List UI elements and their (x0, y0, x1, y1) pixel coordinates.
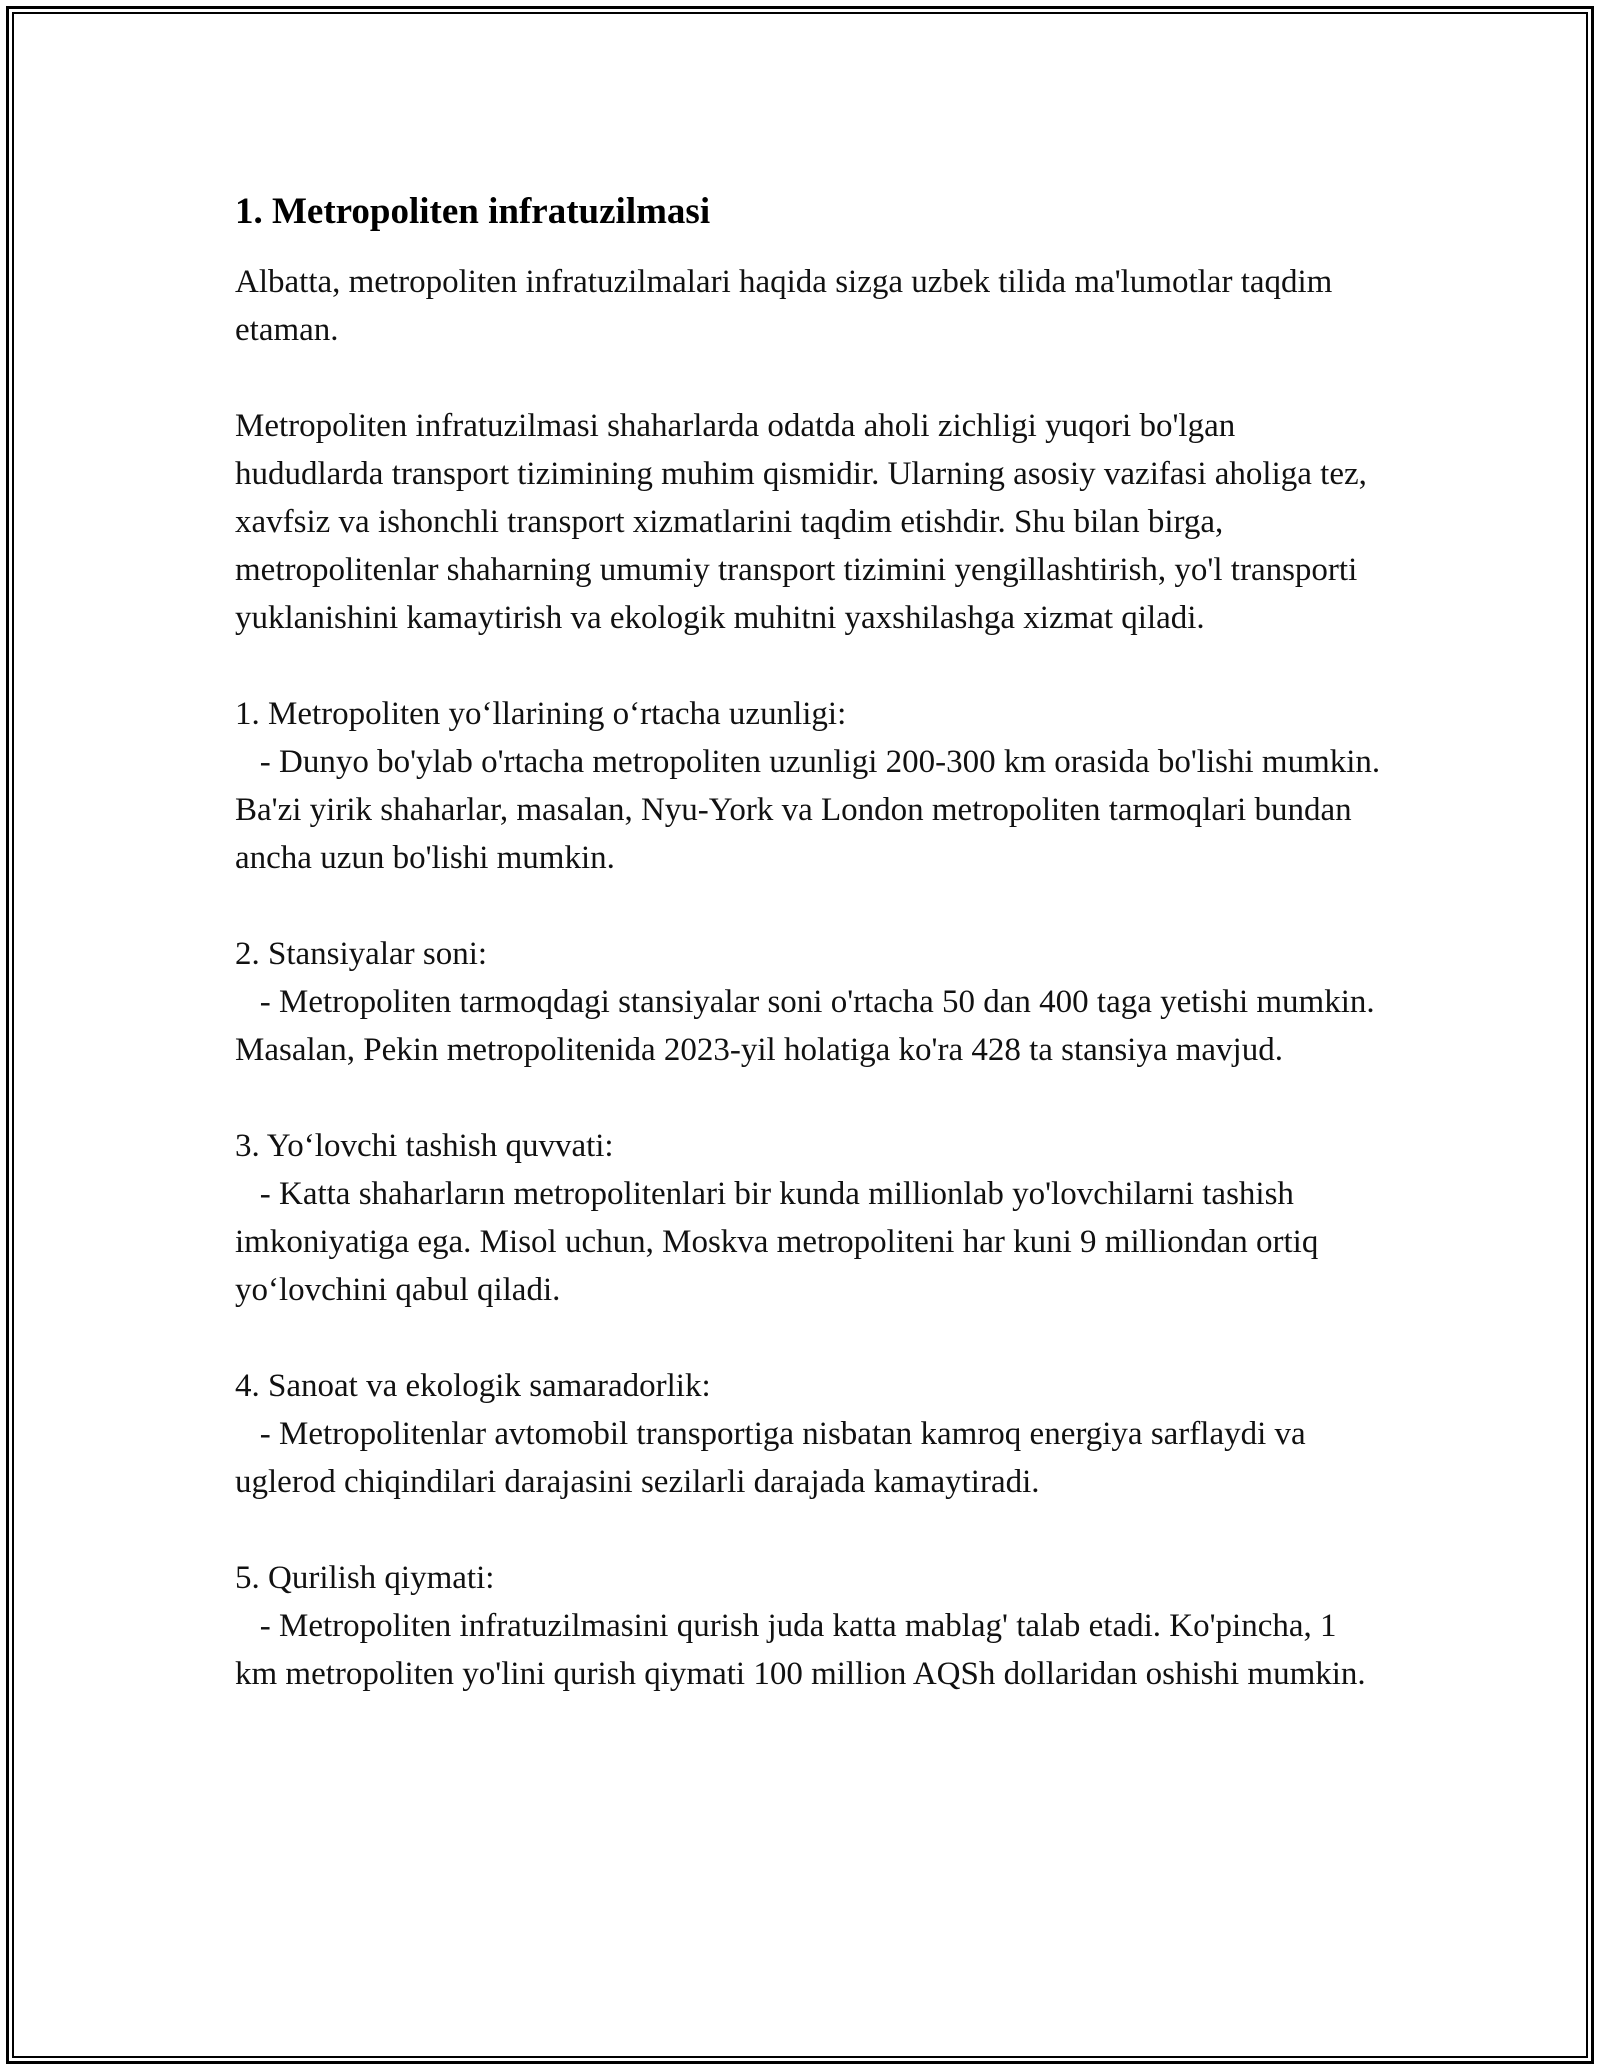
paragraph-gap (235, 354, 1385, 402)
list-item (235, 930, 1385, 1074)
paragraph-gap (235, 1506, 1385, 1554)
list-item (235, 690, 1389, 882)
list-item (235, 1362, 1385, 1506)
item-body: - Metropoliten infratuzilmasini qurish juda katta mablag' talab etadi. Ko'pincha, 1 km metropoliten yo'lini qurish qiymati 100 million AQSh dollaridan oshishi mumkin. (235, 1608, 1366, 1692)
item-heading: 5. Qurilish qiymati: (235, 1560, 495, 1596)
paragraph-gap (235, 882, 1385, 930)
list-item (235, 1554, 1385, 1698)
item-body: - Metropolitenlar avtomobil transportiga nisbatan kamroq energiya sarflaydi va uglerod chiqindilari darajasini sezilarli darajada kamaytiradi. (235, 1416, 1314, 1500)
paragraph-gap (235, 1314, 1385, 1362)
list-item (235, 1122, 1385, 1314)
item-heading: 2. Stansiyalar soni: (235, 936, 488, 972)
document-body (235, 188, 1389, 1698)
overview-paragraph: Metropoliten infratuzilmasi shaharlarda odatda aholi zichligi yuqori bo'lgan hududlarda transport tizimining muhim qismidir. Ularning asosiy vazifasi aholiga tez, xavfsiz va ishonchli transport xizmatlarini taqdim etishdir. Shu bilan birga, metropolitenlar shaharning umumiy transport tizimini yengillashtirish, yo'l transporti yuklanishini kamaytirish va ekologik muhitni yaxshilashga xizmat qiladi. (235, 408, 1376, 636)
paragraph-gap (235, 642, 1385, 690)
item-heading: 4. Sanoat va ekologik samaradorlik: (235, 1368, 711, 1404)
item-body: - Katta shaharların metropolitenlari bir kunda millionlab yo'lovchilarni tashish imkoniyatiga ega. Misol uchun, Moskva metropoliteni har kuni 9 milliondan ortiq yo‘lovchini qabul qiladi. (235, 1176, 1327, 1308)
paragraph-gap (235, 1074, 1385, 1122)
item-heading: 3. Yo‘lovchi tashish quvvati: (235, 1128, 614, 1164)
intro-paragraph: Albatta, metropoliten infratuzilmalari haqida sizga uzbek tilida ma'lumotlar taqdim etaman. (235, 264, 1341, 348)
item-body: - Dunyo bo'ylab o'rtacha metropoliten uzunligi 200-300 km orasida bo'lishi mumkin. Ba'zi yirik shaharlar, masalan, Nyu-York va London metropoliten tarmoqlari bundan ancha uzun bo'lishi mumkin. (235, 744, 1389, 876)
item-body: - Metropoliten tarmoqdagi stansiyalar soni o'rtacha 50 dan 400 taga yetishi mumkin. Masalan, Pekin metropolitenida 2023-yil holatiga ko'ra 428 ta stansiya mavjud. (235, 984, 1383, 1068)
document-title: 1. Metropoliten infratuzilmasi (235, 191, 711, 232)
item-heading: 1. Metropoliten yo‘llarining o‘rtacha uzunligi: (235, 696, 847, 732)
